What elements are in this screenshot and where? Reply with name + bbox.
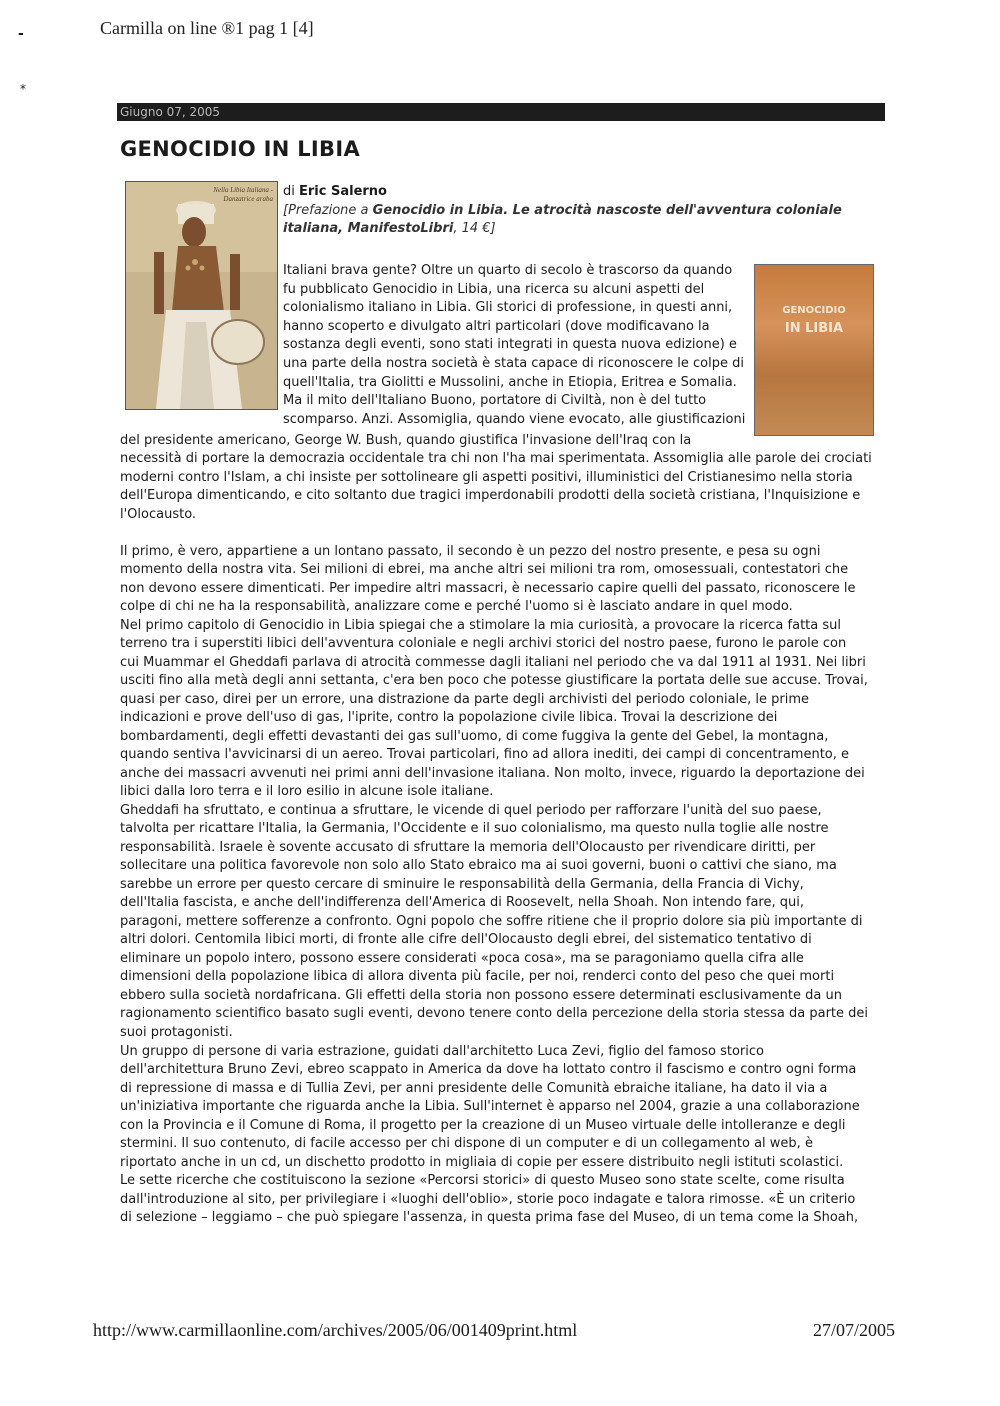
article-title: GENOCIDIO IN LIBIA <box>120 137 361 161</box>
book-cover-title: GENOCIDIO <box>782 305 846 316</box>
body-line: anche dei massacri avvenuti nei primi anni dell'invasione italiana. Non molto, invece, riguardo la deportazione dei <box>120 766 865 781</box>
postcard-caption: Nella Libia Italiana - Danzatrice araba <box>213 186 273 203</box>
book-cover-subtitle: IN LIBIA <box>784 321 844 336</box>
intro-paragraph: Italiani brava gente? Oltre un quarto di secolo è trascorso da quando fu pubblicato Genocidio in Libia, una ricerca su alcuni aspetti del colonialismo italiano in Libia. Gli storici di professione, in questi anni, hanno scoperto e divulgato altri particolari (dove modificavano la sostanza degli eventi, sono stati integrati in questa nuova edizione) e una parte della nostra società è stata capace di riconoscere le colpe di quell'Italia, tra Giolitti e Mussolini, anche in Etiopia, Eritrea e Somalia. Ma il mito dell'Italiano Buono, portatore di Civiltà, non è del tutto scomparso. Anzi. Assomiglia, quando viene evocato, alle giustificazioni <box>283 263 746 427</box>
body-line: con la Provincia e il Comune di Roma, il progetto per la creazione di un Museo virtuale delle intolleranze e degli <box>120 1118 846 1133</box>
body-line: paragoni, mettere sofferenze a confronto. Ogni popolo che soffre ritiene che il proprio dolore sia più importante di <box>120 914 863 929</box>
body-line: quando sentiva l'avvicinarsi di un aereo. Trovai particolari, fino ad allora inediti, dei campi di concentramento, e <box>120 747 850 762</box>
book-reference: Genocidio in Libia. Le atrocità nascoste dell'avventura coloniale italiana, ManifestoLibri <box>283 203 842 236</box>
footer-url: http://www.carmillaonline.com/archives/2005/06/001409print.html <box>93 1320 578 1340</box>
body-line: del presidente americano, George W. Bush, quando giustifica l'invasione dell'Iraq con la <box>120 433 692 448</box>
body-line: l'Olocausto. <box>120 507 197 522</box>
body-line: ragionamento scientifico basato sugli eventi, devono tenere conto della percezione della storia stessa da parte dei <box>120 1006 869 1021</box>
scan-mark: - <box>18 26 24 42</box>
body-line: dell'Europa dimenticando, e cito soltanto due tragici imperdonabili prodotti della società cristiana, l'Inquisizione e <box>120 488 861 503</box>
body-line: di repressione di massa e di Tullia Zevi, per anni presidente delle Comunità ebraiche italiane, ha dato il via a <box>120 1081 828 1096</box>
preface-note: [Prefazione a Genocidio in Libia. Le atrocità nascoste dell'avventura coloniale italiana, ManifestoLibri, 14 €] <box>283 203 842 236</box>
body-line: suoi protagonisti. <box>120 1025 233 1040</box>
body-line: usciti fino alla metà degli anni settanta, c'era ben poco che potesse giustificare la portata delle sue accuse. Trovai, <box>120 673 868 688</box>
body-line: talvolta per ricattare l'Italia, la Germania, l'Occidente e il suo colonialismo, ma questo nulla toglie alle nostre <box>120 821 829 836</box>
date-bar <box>117 103 885 121</box>
body-line: Gheddafi ha sfruttato, e continua a sfruttare, le vicende di quel periodo per rafforzare l'unità del suo paese, <box>120 803 822 818</box>
body-line: ebbero sulla società nordafricana. Gli effetti della storia non possono essere determinati esclusivamente da un <box>120 988 842 1003</box>
body-line: altri dolori. Centomila libici morti, di fronte alle cifre dell'Olocausto degli ebrei, del sistematico tentativo di <box>120 932 812 947</box>
body-line: cui Muammar el Gheddafi parlava di atrocità commesse dagli italiani nel periodo che va dal 1911 al 1931. Nei libri <box>120 655 866 670</box>
body-line: un'iniziativa importante che riguarda anche la Libia. Sull'internet è apparso nel 2004, grazie a una collaborazione <box>120 1099 860 1114</box>
body-line: di selezione – leggiamo – che può spiegare l'assenza, in questa prima fase del Museo, di un tema come la Shoah, <box>120 1210 859 1225</box>
body-line: dall'introduzione al sito, per privilegiare i «luoghi dell'oblio», storie poco indagate e talora rimosse. «È un criterio <box>120 1192 856 1207</box>
body-line: sollecitare una politica favorevole non solo allo Stato ebraico ma ai suoi governi, buoni o cattivi che siano, ma <box>120 858 837 873</box>
body-line: responsabilità. Israele è sovente accusato di sfruttare la memoria dell'Olocausto per rivendicare diritti, per <box>120 840 816 855</box>
footer-date: 27/07/2005 <box>813 1320 896 1340</box>
byline: di Eric Salerno <box>283 184 387 199</box>
body-line: necessità di portare la democrazia occidentale tra chi non l'ha mai sperimentata. Assomiglia alle parole dei crociati <box>120 451 872 466</box>
body-line: stermini. Il suo contenuto, di facile accesso per chi dispone di un computer e di un collegamento al web, è <box>120 1136 813 1151</box>
postcard-photo <box>125 181 278 410</box>
body-line: eliminare un popolo intero, possono essere considerati «poca cosa», ma se paragoniamo quella cifra alle <box>120 951 804 966</box>
author-name: Eric Salerno <box>299 184 387 199</box>
print-header: Carmilla on line ®1 pag 1 [4] <box>100 18 314 38</box>
body-line: riportato anche in un cd, un dischetto prodotto in migliaia di copie per essere distribuito negli istituti scolastici. <box>120 1155 844 1170</box>
body-line: dell'Italia fascista, e anche dell'indifferenza dell'America di Roosevelt, nella Shoah. Non intendo fare, qui, <box>120 895 804 910</box>
body-line: quasi per caso, direi per un errore, una distrazione da parte degli archivisti del periodo coloniale, le prime <box>120 692 810 707</box>
dancer-illustration <box>126 182 277 409</box>
body-line: Un gruppo di persone di varia estrazione, guidati dall'architetto Luca Zevi, figlio del famoso storico <box>120 1044 764 1059</box>
body-line: colpe di chi ne ha la responsabilità, analizzare come e perché l'uomo si è lasciato andare in quel modo. <box>120 599 793 614</box>
body-line: momento della nostra vita. Sei milioni di ebrei, ma anche altri sei milioni tra rom, omosessuali, contestatori che <box>120 562 849 577</box>
body-line: dimensioni della popolazione libica di allora diventa più facile, per noi, renderci conto del peso che quei morti <box>120 969 835 984</box>
body-line: moderni contro l'Islam, a chi insiste per sottolineare gli aspetti positivi, illuministici del Cristianesimo nella storia <box>120 470 853 485</box>
body-line: libici dalla loro terra e il loro esilio in alcune isole italiane. <box>120 784 494 799</box>
body-line: terreno tra i superstiti libici dell'avventura coloniale e negli archivi storici del nostro paese, furono le parole con <box>120 636 847 651</box>
body-line: bombardamenti, degli effetti devastanti dei gas sull'uomo, di come fuggiva la gente del Gebel, la montagna, <box>120 729 829 744</box>
body-line: Il primo, è vero, appartiene a un lontano passato, il secondo è un pezzo del nostro presente, e pesa su ogni <box>120 544 821 559</box>
post-date: Giugno 07, 2005 <box>120 105 221 119</box>
body-line: indicazioni e prove dell'uso di gas, l'iprite, contro la popolazione civile libica. Trovai la descrizione dei <box>120 710 778 725</box>
body-line: Le sette ricerche che costituiscono la sezione «Percorsi storici» di questo Museo sono state scelte, come risulta <box>120 1173 845 1188</box>
scan-mark: * <box>20 82 26 96</box>
body-line: dell'architettura Bruno Zevi, ebreo scappato in America da dove ha lottato contro il fascismo e contro ogni forma <box>120 1062 857 1077</box>
body-line: non devono essere dimenticati. Per impedire altri massacri, è necessario capire quelli del passato, riconoscere le <box>120 581 856 596</box>
book-cover <box>754 264 874 436</box>
body-line: Nel primo capitolo di Genocidio in Libia spiegai che a stimolare la mia curiosità, a provocare la ricerca fatta sul <box>120 618 841 633</box>
body-line: sarebbe un errore per questo cercare di sminuire le responsabilità della Germania, della Francia di Vichy, <box>120 877 804 892</box>
